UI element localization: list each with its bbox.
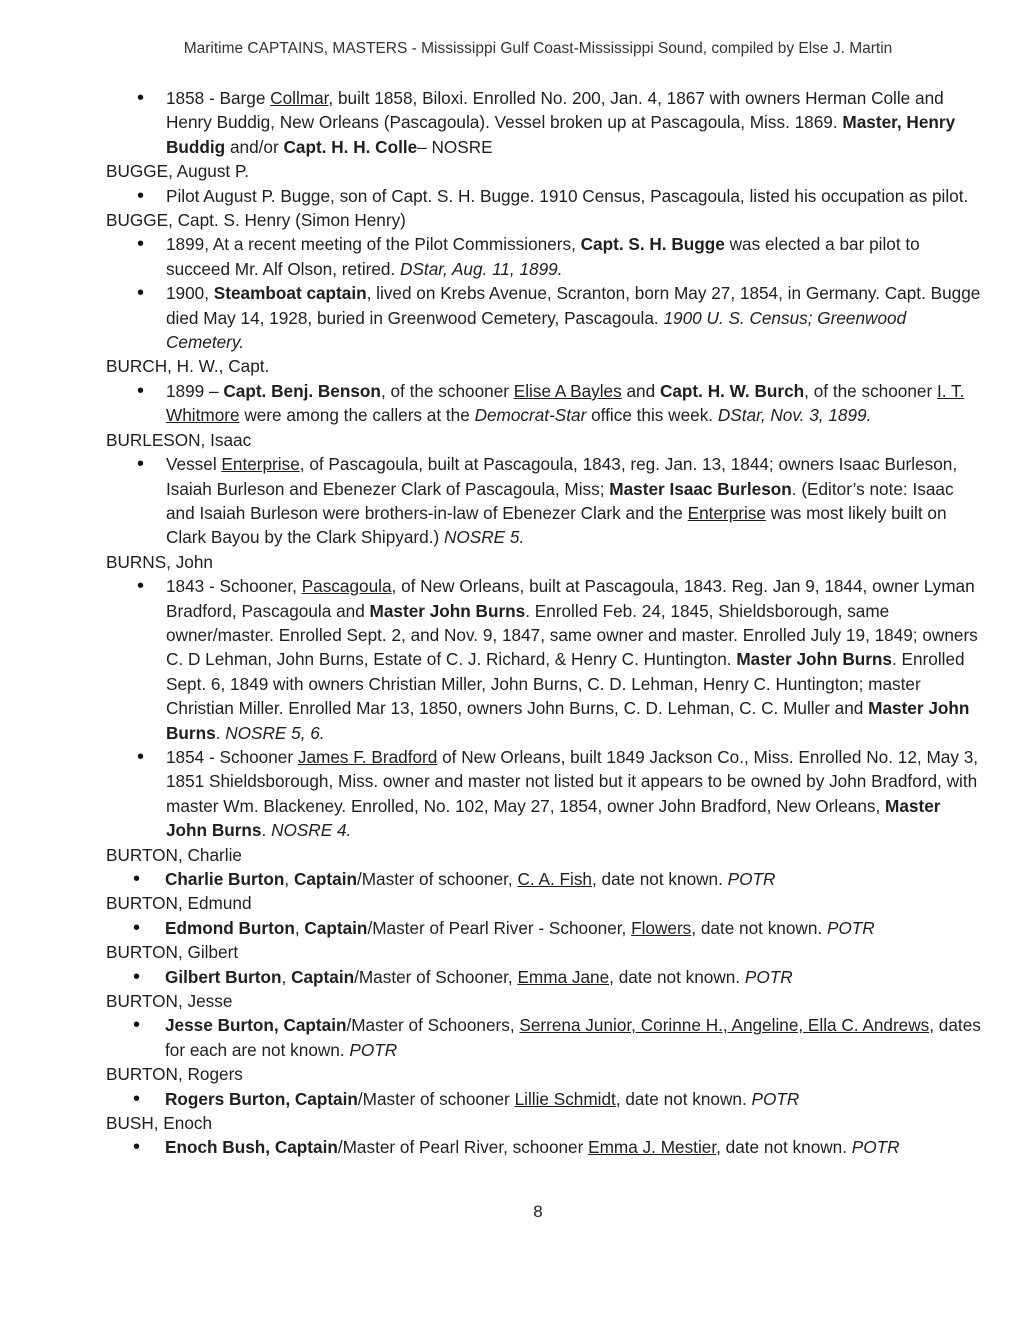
vessel-name: C. A. Fish	[517, 869, 592, 889]
record-text: , dates for each are not known.	[165, 1015, 981, 1060]
record-text: , built 1858, Biloxi. Enrolled No. 200, Jan. 4, 1867 with owners Herman Colle and Henry Buddig, New Orleans (Pascagoula). Vessel broken up at Pascagoula, Miss. 1869.	[166, 88, 944, 133]
vessel-name: Elise A Bayles	[513, 380, 622, 401]
page-header: Maritime CAPTAINS, MASTERS - Mississippi Gulf Coast-Mississippi Sound, compiled by Else J. Martin	[183, 40, 893, 57]
source-citation: NOSRE 5, 6.	[225, 722, 325, 743]
record-text: /Master of Pearl River - Schooner,	[367, 917, 632, 938]
record-text: .	[261, 820, 272, 841]
source-citation: POTR	[349, 1039, 398, 1060]
vessel-name: Emma Jane	[517, 966, 610, 987]
record-text: , date not known.	[609, 966, 745, 987]
record-bullet	[106, 916, 986, 940]
record-text: – NOSRE	[417, 136, 493, 157]
vessel-name: Collmar	[270, 88, 329, 108]
source-citation: DStar, Aug. 11, 1899.	[400, 258, 563, 279]
vessel-name: Emma J. Mestier	[588, 1137, 717, 1158]
record-text: Pilot August P. Bugge, son of Capt. S. H. Bugge. 1910 Census, Pascagoula, listed his occupation as pilot.	[166, 185, 969, 206]
captain-heading: BURCH, H. W., Capt.	[106, 356, 270, 377]
record-bullet	[106, 281, 986, 354]
captain-heading: BURLESON, Isaac	[106, 429, 252, 450]
record-text: , of the schooner	[804, 380, 937, 401]
record-text: , of the schooner	[380, 380, 514, 401]
record-text: , of Pascagoula, built at Pascagoula, 1843, reg. Jan. 13, 1844; owners Isaac Burleson, Isaiah Burleson and Ebenezer Clark of Pascagoula, Miss;	[166, 454, 958, 499]
captain-heading: BURTON, Jesse	[106, 991, 233, 1012]
record-text: /Master of Schooner,	[354, 966, 518, 987]
vessel-name: Pascagoula	[301, 576, 392, 597]
captain-heading: BURTON, Charlie	[106, 844, 242, 865]
record-text: . Enrolled Sept. 6, 1849 with owners Christian Miller, John Burns, C. D. Lehman, Henry C. Huntington; master Christian Miller. Enrolled Mar 13, 1850, owners John Burns, C. D. Lehman, C. C. Muller and	[166, 649, 965, 719]
record-text: ,	[284, 869, 294, 889]
captain-heading: BURTON, Rogers	[106, 1064, 243, 1085]
record-text: 1899 –	[166, 380, 224, 401]
record-text: of New Orleans, built 1849 Jackson Co., Miss. Enrolled No. 12, May 3, 1851 Shieldsborough, Miss. owner and master not listed but it appears to be owned by John Bradford, with master Wm. Blackeney. Enrolled, No. 102, May 27, 1854, owner John Bradford, New Orleans,	[166, 746, 979, 816]
source-citation: POTR	[826, 917, 875, 938]
record-text: ,	[294, 917, 305, 938]
record-text: 1843 - Schooner,	[166, 576, 302, 597]
record-text: , date not known.	[716, 1137, 852, 1158]
source-citation: POTR	[727, 869, 776, 889]
record-bullet	[106, 965, 986, 989]
emphasis-text: Master John Burns	[736, 649, 892, 670]
record-text: office this week.	[586, 405, 718, 426]
record-bullet	[106, 1087, 986, 1111]
record-text: , of New Orleans, built at Pascagoula, 1843. Reg. Jan 9, 1844, owner Lyman Bradford, Pascagoula and	[166, 576, 975, 621]
record-bullet	[106, 574, 986, 745]
captain-heading: BURTON, Gilbert	[106, 942, 239, 963]
emphasis-text: Steamboat captain	[213, 283, 367, 304]
record-text: .	[215, 722, 226, 743]
captain-heading: BUGGE, Capt. S. Henry (Simon Henry)	[106, 210, 406, 231]
record-bullet	[106, 232, 986, 281]
record-text: , date not known.	[691, 917, 827, 938]
page-number: 8	[533, 1202, 543, 1221]
emphasis-text: Master John Burns	[166, 698, 970, 743]
source-citation: 1900 U. S. Census; Greenwood Cemetery.	[166, 307, 907, 353]
record-bullet	[106, 379, 986, 428]
record-text: /Master of schooner,	[356, 869, 518, 889]
emphasis-text: Enoch Bush, Captain	[165, 1137, 338, 1158]
vessel-name: Lillie Schmidt	[514, 1088, 616, 1109]
emphasis-text: Rogers Burton, Captain	[165, 1088, 358, 1109]
record-text: , date not known.	[591, 869, 728, 889]
emphasis-text: Master John Burns	[369, 600, 526, 621]
record-text: , lived on Krebs Avenue, Scranton, born May 27, 1854, in Germany. Capt. Bugge died May 14, 1928, buried in Greenwood Cemetery, Pascagoula.	[166, 283, 981, 328]
source-citation: Democrat-Star	[474, 405, 587, 426]
record-text: were among the callers at the	[239, 405, 475, 426]
vessel-name: I. T. Whitmore	[166, 380, 965, 426]
source-citation: POTR	[751, 1088, 800, 1109]
record-text: , date not known.	[615, 1088, 752, 1109]
record-text: 1854 - Schooner	[166, 746, 298, 767]
record-text: was most likely built on Clark Bayou by the Clark Shipyard.)	[166, 502, 947, 548]
source-citation: DStar, Nov. 3, 1899.	[717, 405, 872, 426]
entries-list	[106, 86, 986, 1160]
record-bullet	[106, 86, 986, 159]
source-citation: NOSRE 5.	[443, 527, 525, 548]
record-bullet	[106, 184, 986, 208]
record-bullet	[106, 867, 986, 891]
vessel-name: Enterprise	[221, 454, 300, 475]
vessel-name: James F. Bradford	[297, 746, 438, 767]
emphasis-text: Capt. Benj. Benson	[223, 380, 381, 401]
captain-heading: BUGGE, August P.	[106, 161, 249, 182]
record-text: . Enrolled Feb. 24, 1845, Shieldsborough, same owner/master. Enrolled Sept. 2, and Nov. 9, 1847, same owner and master. Enrolled July 19, 1849; owners C. D Lehman, John Burns, Estate of C. J. Richard, & Henry C. Huntington.	[166, 600, 978, 670]
record-bullet	[106, 1135, 986, 1159]
record-text: was elected a bar pilot to succeed Mr. Alf Olson, retired.	[166, 234, 920, 279]
emphasis-text: Captain	[304, 917, 368, 938]
emphasis-text: Edmond Burton	[165, 917, 295, 938]
emphasis-text: Captain	[293, 869, 357, 889]
record-text: /Master of Pearl River, schooner	[337, 1137, 589, 1158]
source-citation: POTR	[744, 966, 793, 987]
record-bullet	[106, 452, 986, 550]
source-citation: POTR	[851, 1137, 900, 1158]
record-text: . (Editor’s note: Isaac and Isaiah Burleson were brothers-in-law of Ebenezer Clark and the	[166, 478, 954, 523]
vessel-name: Flowers	[631, 917, 692, 938]
record-bullet	[106, 1013, 986, 1062]
record-text: ,	[281, 966, 292, 987]
emphasis-text: Jesse Burton, Captain	[165, 1015, 347, 1036]
emphasis-text: Master, Henry Buddig	[166, 112, 956, 157]
record-text: and	[621, 380, 660, 401]
record-text: 1858 - Barge	[166, 88, 271, 108]
vessel-name: Serrena Junior, Corinne H., Angeline, Ella C. Andrews	[519, 1015, 930, 1036]
record-text: 1899, At a recent meeting of the Pilot Commissioners,	[166, 234, 581, 255]
emphasis-text: Capt. H. W. Burch	[659, 380, 805, 401]
record-text: /Master of schooner	[357, 1088, 515, 1109]
record-text: Vessel	[166, 454, 222, 475]
captain-heading: BUSH, Enoch	[106, 1113, 213, 1134]
captain-heading: BURNS, John	[106, 551, 213, 572]
vessel-name: Enterprise	[687, 502, 766, 523]
emphasis-text: Charlie Burton	[165, 869, 285, 889]
record-text: /Master of Schooners,	[346, 1015, 520, 1036]
emphasis-text: Capt. H. H. Colle	[283, 136, 418, 157]
record-text: 1900,	[166, 283, 214, 304]
record-bullet	[106, 745, 986, 843]
captain-heading: BURTON, Edmund	[106, 893, 252, 914]
record-text: and/or	[225, 136, 284, 157]
emphasis-text: Master Isaac Burleson	[609, 478, 792, 499]
emphasis-text: Captain	[291, 966, 355, 987]
source-citation: NOSRE 4.	[271, 820, 352, 841]
emphasis-text: Gilbert Burton	[165, 966, 282, 987]
emphasis-text: Capt. S. H. Bugge	[580, 234, 725, 255]
emphasis-text: Master John Burns	[166, 795, 941, 841]
